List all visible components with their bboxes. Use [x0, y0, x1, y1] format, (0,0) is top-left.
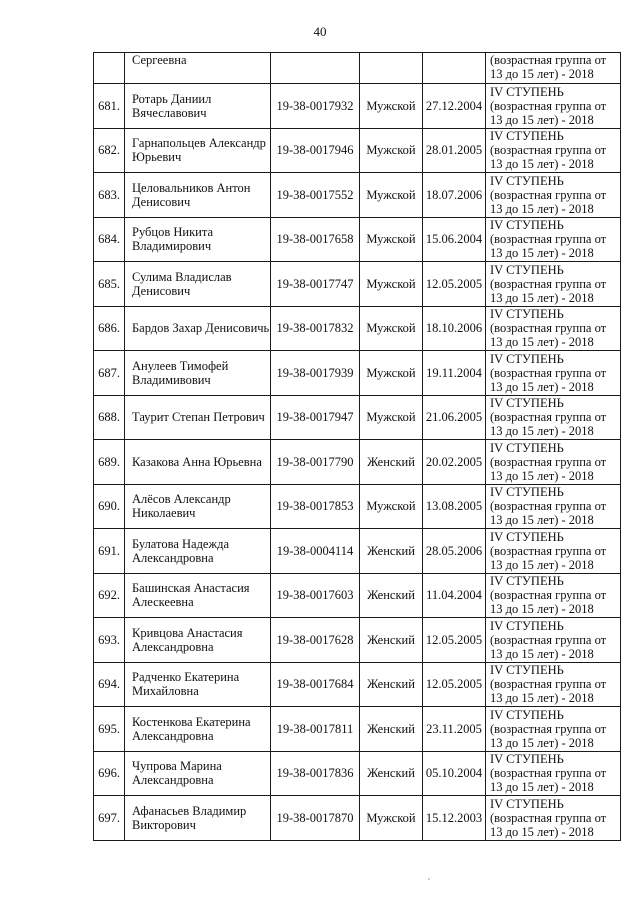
cell-gender: Мужской — [360, 395, 423, 440]
category-age-line: 13 до 15 лет) - 2018 — [490, 735, 594, 750]
cell-id: 19-38-0017603 — [271, 573, 360, 618]
cell-id: 19-38-0004114 — [271, 529, 360, 574]
cell-id: 19-38-0017811 — [271, 707, 360, 752]
table-row — [94, 662, 621, 707]
category-age-line: 13 до 15 лет) - 2018 — [490, 379, 594, 394]
category-level-line: IV СТУПЕНЬ — [490, 84, 564, 99]
cell-birthdate: 21.06.2005 — [423, 395, 486, 440]
category-age-line: 13 до 15 лет) - 2018 — [490, 468, 594, 483]
cell-id: 19-38-0017832 — [271, 306, 360, 351]
category-level-line: IV СТУПЕНЬ — [490, 351, 564, 366]
table-row — [94, 173, 621, 218]
table-row — [94, 395, 621, 440]
roster-table-body — [94, 53, 621, 841]
roster-table — [93, 52, 621, 841]
cell-category — [486, 707, 621, 752]
category-level-line: IV СТУПЕНЬ — [490, 663, 564, 678]
cell-category — [486, 173, 621, 218]
cell-category — [486, 440, 621, 485]
cell-category — [486, 84, 621, 129]
cell-birthdate: 28.01.2005 — [423, 128, 486, 173]
category-group-line: (возрастная группа от — [490, 543, 607, 558]
category-group-line: (возрастная группа от — [490, 98, 607, 113]
category-age-line: 13 до 15 лет) - 2018 — [490, 513, 594, 528]
table-row — [94, 217, 621, 262]
cell-birthdate: 11.04.2004 — [423, 573, 486, 618]
table-row — [94, 529, 621, 574]
cell-gender: Женский — [360, 751, 423, 796]
category-age-line: 13 до 15 лет) - 2018 — [490, 246, 594, 261]
cell-name — [125, 529, 271, 574]
cell-birthdate: 13.08.2005 — [423, 484, 486, 529]
person-name: Гарнапольцев Александр Юрьевич — [132, 136, 266, 165]
cell-gender: Женский — [360, 529, 423, 574]
cell-category — [486, 484, 621, 529]
category-group-line: (возрастная группа от — [490, 410, 607, 425]
person-name: Башинская Анастасия Алескеевна — [132, 581, 250, 610]
category-group-line: (возрастная группа от — [490, 810, 607, 825]
category-level-line: IV СТУПЕНЬ — [490, 262, 564, 277]
person-name: Алёсов Александр Николаевич — [132, 492, 231, 521]
cell-number: 689. — [94, 440, 125, 485]
category-group-line: (возрастная группа от — [490, 365, 607, 380]
person-name: Костенкова Екатерина Александровна — [132, 714, 251, 743]
cell-gender: Мужской — [360, 262, 423, 307]
category-age-line: 13 до 15 лет) - 2018 — [490, 157, 594, 172]
cell-number: 695. — [94, 707, 125, 752]
cell-category — [486, 306, 621, 351]
cell-name: Сергеевна — [125, 53, 271, 84]
cell-number: 685. — [94, 262, 125, 307]
cell-gender: Женский — [360, 707, 423, 752]
category-group-line: (возрастная группа от — [490, 143, 607, 158]
category-group-line: (возрастная группа от — [490, 677, 607, 692]
category-level-line: IV СТУПЕНЬ — [490, 796, 564, 811]
category-level-line: IV СТУПЕНЬ — [490, 707, 564, 722]
cell-birthdate: 18.07.2006 — [423, 173, 486, 218]
cell-name — [125, 217, 271, 262]
cell-id: 19-38-0017658 — [271, 217, 360, 262]
cell-name — [125, 128, 271, 173]
cell-name — [125, 751, 271, 796]
cell-number: 694. — [94, 662, 125, 707]
cell-number: 692. — [94, 573, 125, 618]
table-row — [94, 351, 621, 396]
category-group-line: (возрастная группа от — [490, 721, 607, 736]
cell-name — [125, 306, 271, 351]
cell-name — [125, 484, 271, 529]
person-name: Афанасьев Владимир Викторович — [132, 803, 247, 832]
cell-number: 682. — [94, 128, 125, 173]
person-name: Булатова Надежда Александровна — [132, 536, 230, 565]
cell-category — [486, 53, 621, 84]
cell-category — [486, 217, 621, 262]
cell-gender: Мужской — [360, 217, 423, 262]
category-level-line: IV СТУПЕНЬ — [490, 173, 564, 188]
category-age-line: 13 до 15 лет) - 2018 — [490, 780, 594, 795]
cell-birthdate: 15.12.2003 — [423, 796, 486, 841]
category-level-line: IV СТУПЕНЬ — [490, 129, 564, 144]
category-level-line: IV СТУПЕНЬ — [490, 485, 564, 500]
cell-number: 696. — [94, 751, 125, 796]
category-age-line: 13 до 15 лет) - 2018 — [490, 824, 594, 839]
continuation-row — [94, 53, 621, 84]
category-age-line: 13 до 15 лет) - 2018 — [490, 201, 594, 216]
cell-category — [486, 751, 621, 796]
table-row — [94, 262, 621, 307]
cell-id: 19-38-0017684 — [271, 662, 360, 707]
category-group-line: (возрастная группа от — [490, 187, 607, 202]
category-group-line: (возрастная группа от — [490, 766, 607, 781]
cell-id: 19-38-0017932 — [271, 84, 360, 129]
table-row — [94, 751, 621, 796]
cell-id: 19-38-0017947 — [271, 395, 360, 440]
cell-birthdate: 05.10.2004 — [423, 751, 486, 796]
cell-name — [125, 573, 271, 618]
cell-number: 693. — [94, 618, 125, 663]
cell-birthdate: 20.02.2005 — [423, 440, 486, 485]
cell-gender: Мужской — [360, 351, 423, 396]
table-row — [94, 796, 621, 841]
cell-birthdate: 19.11.2004 — [423, 351, 486, 396]
cell-category — [486, 529, 621, 574]
cell-gender: Мужской — [360, 484, 423, 529]
cell-name — [125, 262, 271, 307]
scan-speck — [428, 878, 430, 880]
category-group-line: (возрастная группа от — [490, 232, 607, 247]
cell-birthdate: 23.11.2005 — [423, 707, 486, 752]
cell-category — [486, 351, 621, 396]
category-age-line: 13 до 15 лет) - 2018 — [490, 602, 594, 617]
page-number: 40 — [313, 24, 327, 39]
person-name: Радченко Екатерина Михайловна — [132, 670, 240, 699]
cell-number — [94, 53, 125, 84]
cell-birthdate: 28.05.2006 — [423, 529, 486, 574]
cell-name — [125, 707, 271, 752]
cell-number: 684. — [94, 217, 125, 262]
cell-id: 19-38-0017628 — [271, 618, 360, 663]
category-group-line: (возрастная группа от — [490, 276, 607, 291]
cell-birthdate: 12.05.2005 — [423, 618, 486, 663]
cell-category — [486, 796, 621, 841]
cell-gender: Мужской — [360, 84, 423, 129]
cell-category — [486, 262, 621, 307]
person-name: Целовальников Антон Денисович — [132, 180, 251, 209]
cell-gender: Женский — [360, 440, 423, 485]
category-age-line: 13 до 15 лет) - 2018 — [490, 424, 594, 439]
category-level-line: IV СТУПЕНЬ — [490, 307, 564, 322]
category-age-line: 13 до 15 лет) - 2018 — [490, 67, 594, 81]
person-name: Рубцов Никита Владимирович — [132, 225, 214, 254]
category-group-line: (возрастная группа от — [490, 588, 607, 603]
cell-id — [271, 53, 360, 84]
person-name: Бардов Захар Денисовичь — [132, 321, 270, 336]
category-level-line: IV СТУПЕНЬ — [490, 218, 564, 233]
cell-number: 686. — [94, 306, 125, 351]
cell-name — [125, 618, 271, 663]
person-name: Казакова Анна Юрьевна — [132, 454, 262, 469]
category-level-line: IV СТУПЕНЬ — [490, 396, 564, 411]
cell-gender: Мужской — [360, 796, 423, 841]
table-row — [94, 484, 621, 529]
table-row — [94, 440, 621, 485]
cell-birthdate: 12.05.2005 — [423, 262, 486, 307]
cell-number: 691. — [94, 529, 125, 574]
table-row — [94, 618, 621, 663]
category-age-line: 13 до 15 лет) - 2018 — [490, 691, 594, 706]
cell-category — [486, 395, 621, 440]
person-name: Анулеев Тимофей Владимивович — [132, 358, 229, 387]
cell-name — [125, 662, 271, 707]
cell-name — [125, 395, 271, 440]
category-level-line: IV СТУПЕНЬ — [490, 529, 564, 544]
category-age-line: 13 до 15 лет) - 2018 — [490, 557, 594, 572]
person-name: Сулима Владислав Денисович — [132, 269, 232, 298]
cell-id: 19-38-0017870 — [271, 796, 360, 841]
category-age-line: 13 до 15 лет) - 2018 — [490, 335, 594, 350]
cell-birthdate — [423, 53, 486, 84]
cell-category — [486, 662, 621, 707]
person-name: Чупрова Марина Александровна — [132, 759, 222, 788]
cell-id: 19-38-0017939 — [271, 351, 360, 396]
person-name: Таурит Степан Петрович — [132, 410, 265, 425]
cell-name — [125, 84, 271, 129]
table-row — [94, 573, 621, 618]
table-row — [94, 707, 621, 752]
cell-gender: Мужской — [360, 128, 423, 173]
cell-id: 19-38-0017790 — [271, 440, 360, 485]
cell-gender — [360, 53, 423, 84]
cell-number: 688. — [94, 395, 125, 440]
cell-category — [486, 128, 621, 173]
category-level-line: IV СТУПЕНЬ — [490, 618, 564, 633]
category-group-line: (возрастная группа от — [490, 454, 607, 469]
cell-category — [486, 573, 621, 618]
category-group-line: (возрастная группа от — [490, 499, 607, 514]
cell-birthdate: 12.05.2005 — [423, 662, 486, 707]
cell-id: 19-38-0017946 — [271, 128, 360, 173]
person-name: Ротарь Даниил Вячеславович — [132, 91, 212, 120]
table-row — [94, 306, 621, 351]
cell-gender: Женский — [360, 618, 423, 663]
cell-birthdate: 18.10.2006 — [423, 306, 486, 351]
cell-birthdate: 15.06.2004 — [423, 217, 486, 262]
category-level-line: IV СТУПЕНЬ — [490, 574, 564, 589]
person-name: Кривцова Анастасия Александровна — [132, 625, 243, 654]
table-row — [94, 128, 621, 173]
cell-id: 19-38-0017853 — [271, 484, 360, 529]
cell-number: 697. — [94, 796, 125, 841]
cell-name — [125, 173, 271, 218]
cell-birthdate: 27.12.2004 — [423, 84, 486, 129]
category-age-line: 13 до 15 лет) - 2018 — [490, 112, 594, 127]
category-group-line: (возрастная группа от — [490, 632, 607, 647]
cell-number: 681. — [94, 84, 125, 129]
category-level-line: IV СТУПЕНЬ — [490, 752, 564, 767]
cell-gender: Мужской — [360, 173, 423, 218]
cell-name — [125, 351, 271, 396]
cell-id: 19-38-0017552 — [271, 173, 360, 218]
cell-name — [125, 796, 271, 841]
category-group-line: (возрастная группа от — [490, 321, 607, 336]
table-row — [94, 84, 621, 129]
cell-number: 690. — [94, 484, 125, 529]
cell-category — [486, 618, 621, 663]
cell-id: 19-38-0017836 — [271, 751, 360, 796]
cell-gender: Женский — [360, 662, 423, 707]
cell-name — [125, 440, 271, 485]
cell-number: 687. — [94, 351, 125, 396]
cell-number: 683. — [94, 173, 125, 218]
cell-id: 19-38-0017747 — [271, 262, 360, 307]
category-group-line: (возрастная группа от — [490, 53, 607, 67]
cell-gender: Мужской — [360, 306, 423, 351]
category-age-line: 13 до 15 лет) - 2018 — [490, 290, 594, 305]
cell-gender: Женский — [360, 573, 423, 618]
category-age-line: 13 до 15 лет) - 2018 — [490, 646, 594, 661]
category-level-line: IV СТУПЕНЬ — [490, 440, 564, 455]
